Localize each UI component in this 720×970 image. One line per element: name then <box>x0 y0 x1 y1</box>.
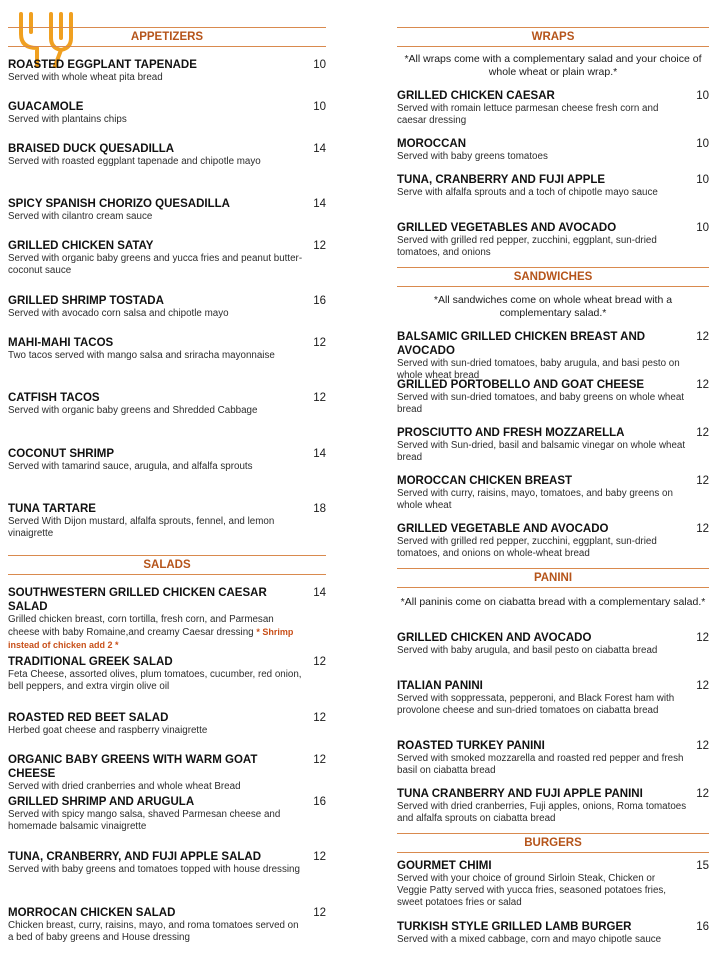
item-price: 12 <box>696 379 709 391</box>
item-name: BRAISED DUCK QUESADILLA <box>8 143 175 155</box>
item-description: Serve with alfalfa sprouts and a toch of chipotle mayo sauce <box>397 187 658 198</box>
section-note: *All wraps come with a complementary salad and your choice of whole wheat or plain wrap.* <box>404 53 702 78</box>
item-description: Served with dried cranberries and whole wheat Bread <box>8 781 241 792</box>
item-price: 12 <box>696 788 709 800</box>
item-description: Chicken breast, curry, raisins, mayo, and roma tomatoes served on a bed of baby greens and House dressing <box>8 920 299 943</box>
item-price: 12 <box>696 632 709 644</box>
menu-item <box>8 447 326 473</box>
item-description: Served with baby greens tomatoes <box>397 151 548 162</box>
menu-item <box>8 58 326 84</box>
item-description: Served with baby greens and tomatoes topped with house dressing <box>8 864 300 875</box>
menu-item <box>8 586 326 652</box>
menu-item <box>397 859 709 909</box>
item-name: GRILLED SHRIMP TOSTADA <box>8 295 164 307</box>
item-name: ROASTED EGGPLANT TAPENADE <box>8 59 197 71</box>
menu-item <box>8 100 326 126</box>
item-price: 16 <box>313 796 326 808</box>
menu-item <box>8 753 326 793</box>
section-header-salads: SALADS <box>8 555 326 575</box>
item-name: TUNA, CRANBERRY, AND FUJI APPLE SALAD <box>8 851 262 863</box>
item-price: 16 <box>696 921 709 933</box>
section-header-panini: PANINI <box>397 568 709 588</box>
item-price: 14 <box>313 587 326 599</box>
item-name: TUNA, CRANBERRY AND FUJI APPLE <box>397 174 606 186</box>
item-name: GRILLED PORTOBELLO AND GOAT CHEESE <box>397 379 645 391</box>
item-extra-note: * Shrimp instead of chicken add 2 * <box>8 627 294 650</box>
item-name: GRILLED CHICKEN SATAY <box>8 240 154 252</box>
item-description: Served with sun-dried tomatoes, baby arugula, and basi pesto on whole wheat bread <box>397 358 680 381</box>
menu-item <box>8 294 326 320</box>
menu-item <box>397 426 709 464</box>
item-name: GRILLED CHICKEN CAESAR <box>397 90 555 102</box>
item-price: 10 <box>696 138 709 150</box>
item-description: Served with baby arugula, and basil pesto on ciabatta bread <box>397 645 658 656</box>
item-name: SPICY SPANISH CHORIZO QUESADILLA <box>8 198 230 210</box>
item-description: Served with smoked mozzarella and roasted red pepper and fresh basil on ciabatta bread <box>397 753 684 776</box>
item-name: TUNA CRANBERRY AND FUJI APPLE PANINI <box>397 788 643 800</box>
menu-item <box>8 502 326 540</box>
menu-item <box>397 631 709 657</box>
item-name: GUACAMOLE <box>8 101 84 113</box>
item-price: 12 <box>313 240 326 252</box>
item-name: MOROCCAN CHICKEN BREAST <box>397 475 573 487</box>
item-price: 15 <box>696 860 709 872</box>
menu-item <box>397 330 709 382</box>
item-price: 12 <box>696 331 709 343</box>
item-price: 12 <box>313 907 326 919</box>
section-header-appetizers: APPETIZERS <box>8 27 326 47</box>
item-name: GRILLED SHRIMP AND ARUGULA <box>8 796 195 808</box>
menu-item <box>8 197 326 223</box>
item-description: Served with tamarind sauce, arugula, and alfalfa sprouts <box>8 461 253 472</box>
item-price: 10 <box>696 174 709 186</box>
section-header-sandwiches: SANDWICHES <box>397 267 709 287</box>
item-name: TUNA TARTARE <box>8 503 96 515</box>
item-name: ORGANIC BABY GREENS WITH WARM GOAT CHEESE <box>8 754 258 780</box>
item-name: BALSAMIC GRILLED CHICKEN BREAST AND AVOCADO <box>397 331 646 357</box>
item-name: MORROCAN CHICKEN SALAD <box>8 907 176 919</box>
menu-item <box>8 142 326 168</box>
item-description: Served with soppressata, pepperoni, and Black Forest ham with provolone cheese and sun-dried tomatoes on ciabatta bread <box>397 693 675 716</box>
item-description-text: Grilled chicken breast, corn tortilla, fresh corn, and Parmesan cheese with baby Romaine,and creamy Caesar dressing <box>8 614 274 638</box>
menu-item <box>397 89 709 127</box>
item-name: GOURMET CHIMI <box>397 860 492 872</box>
menu-item <box>8 711 326 737</box>
item-description: Served with romain lettuce parmesan cheese fresh corn and caesar dressing <box>397 103 659 126</box>
menu-item <box>397 787 709 825</box>
item-name: ROASTED RED BEET SALAD <box>8 712 169 724</box>
item-description <box>8 614 326 652</box>
menu-item <box>8 655 326 693</box>
item-name: MOROCCAN <box>397 138 466 150</box>
item-description: Served with curry, raisins, mayo, tomatoes, and baby greens on whole wheat <box>397 488 673 511</box>
item-price: 14 <box>313 448 326 460</box>
item-name: GRILLED VEGETABLE AND AVOCADO <box>397 523 609 535</box>
item-description: Served with whole wheat pita bread <box>8 72 163 83</box>
menu-item <box>8 906 326 944</box>
item-price: 14 <box>313 143 326 155</box>
item-price: 12 <box>696 740 709 752</box>
item-price: 12 <box>313 712 326 724</box>
item-name: COCONUT SHRIMP <box>8 448 115 460</box>
section-header-burgers: BURGERS <box>397 833 709 853</box>
section-note: *All sandwiches come on whole wheat bread with a complementary salad.* <box>433 294 673 319</box>
item-price: 10 <box>696 222 709 234</box>
item-name: SOUTHWESTERN GRILLED CHICKEN CAESAR SALAD <box>8 587 267 613</box>
menu-item <box>397 378 709 416</box>
item-name: GRILLED VEGETABLES AND AVOCADO <box>397 222 617 234</box>
item-description: Served with grilled red pepper, zucchini, eggplant, sun-dried tomatoes, and onions <box>397 235 657 258</box>
section-note: *All paninis come on ciabatta bread with a complementary salad.* <box>400 596 706 608</box>
section-header-wraps: WRAPS <box>397 27 709 47</box>
item-name: TURKISH STYLE GRILLED LAMB BURGER <box>397 921 632 933</box>
menu-item <box>8 239 326 277</box>
item-name: TRADITIONAL GREEK SALAD <box>8 656 173 668</box>
item-description: Served with dried cranberries, Fuji apples, onions, Roma tomatoes and alfalfa sprouts on ciabatta bread <box>397 801 687 824</box>
menu-item <box>397 522 709 560</box>
item-description: Feta Cheese, assorted olives, plum tomatoes, cucumber, red onion, bell peppers, and extra virgin olive oil <box>8 669 302 692</box>
menu-item <box>8 795 326 833</box>
menu-item <box>397 920 709 946</box>
item-price: 12 <box>313 337 326 349</box>
item-price: 12 <box>313 851 326 863</box>
menu-item <box>397 221 709 259</box>
item-price: 18 <box>313 503 326 515</box>
menu-item <box>397 173 709 199</box>
item-name: CATFISH TACOS <box>8 392 100 404</box>
menu-item <box>397 679 709 717</box>
menu-item <box>8 336 326 362</box>
item-description: Served with your choice of ground Sirloin Steak, Chicken or Veggie Patty served with yucca fries, seasoned potatoes fries, sweet potatoes fries or salad <box>397 873 667 908</box>
menu-item <box>397 137 709 163</box>
menu-item <box>397 474 709 512</box>
item-price: 16 <box>313 295 326 307</box>
item-price: 12 <box>313 656 326 668</box>
item-price: 12 <box>313 754 326 766</box>
item-name: MAHI-MAHI TACOS <box>8 337 114 349</box>
item-name: ROASTED TURKEY PANINI <box>397 740 545 752</box>
menu-item <box>8 391 326 417</box>
item-name: PROSCIUTTO AND FRESH MOZZARELLA <box>397 427 625 439</box>
item-description: Served With Dijon mustard, alfalfa sprouts, fennel, and lemon vinaigrette <box>8 516 275 539</box>
item-price: 12 <box>696 475 709 487</box>
item-price: 14 <box>313 198 326 210</box>
item-description: Served with cilantro cream sauce <box>8 211 153 222</box>
item-price: 10 <box>696 90 709 102</box>
item-description: Served with roasted eggplant tapenade and chipotle mayo <box>8 156 261 167</box>
item-description: Served with grilled red pepper, zucchini, eggplant, sun-dried tomatoes, and onions on whole-wheat bread <box>397 536 657 559</box>
item-description: Two tacos served with mango salsa and sriracha mayonnaise <box>8 350 275 361</box>
item-description: Served with organic baby greens and yucca fries and peanut butter-coconut sauce <box>8 253 303 276</box>
item-price: 10 <box>313 59 326 71</box>
menu-item <box>397 739 709 777</box>
item-description: Served with organic baby greens and Shredded Cabbage <box>8 405 258 416</box>
item-price: 12 <box>696 427 709 439</box>
item-description: Served with avocado corn salsa and chipotle mayo <box>8 308 229 319</box>
item-price: 12 <box>696 680 709 692</box>
item-name: ITALIAN PANINI <box>397 680 483 692</box>
item-price: 12 <box>313 392 326 404</box>
item-description: Served with spicy mango salsa, shaved Parmesan cheese and homemade balsamic vinaigrette <box>8 809 281 832</box>
item-description: Herbed goat cheese and raspberry vinaigrette <box>8 725 208 736</box>
menu-item <box>8 850 326 876</box>
item-description: Served with Sun-dried, basil and balsamic vinegar on whole wheat bread <box>397 440 686 463</box>
item-price: 12 <box>696 523 709 535</box>
item-description: Served with plantains chips <box>8 114 127 125</box>
item-description: Served with sun-dried tomatoes, and baby greens on whole wheat bread <box>397 392 685 415</box>
item-price: 10 <box>313 101 326 113</box>
item-name: GRILLED CHICKEN AND AVOCADO <box>397 632 592 644</box>
item-description: Served with a mixed cabbage, corn and mayo chipotle sauce <box>397 934 662 945</box>
